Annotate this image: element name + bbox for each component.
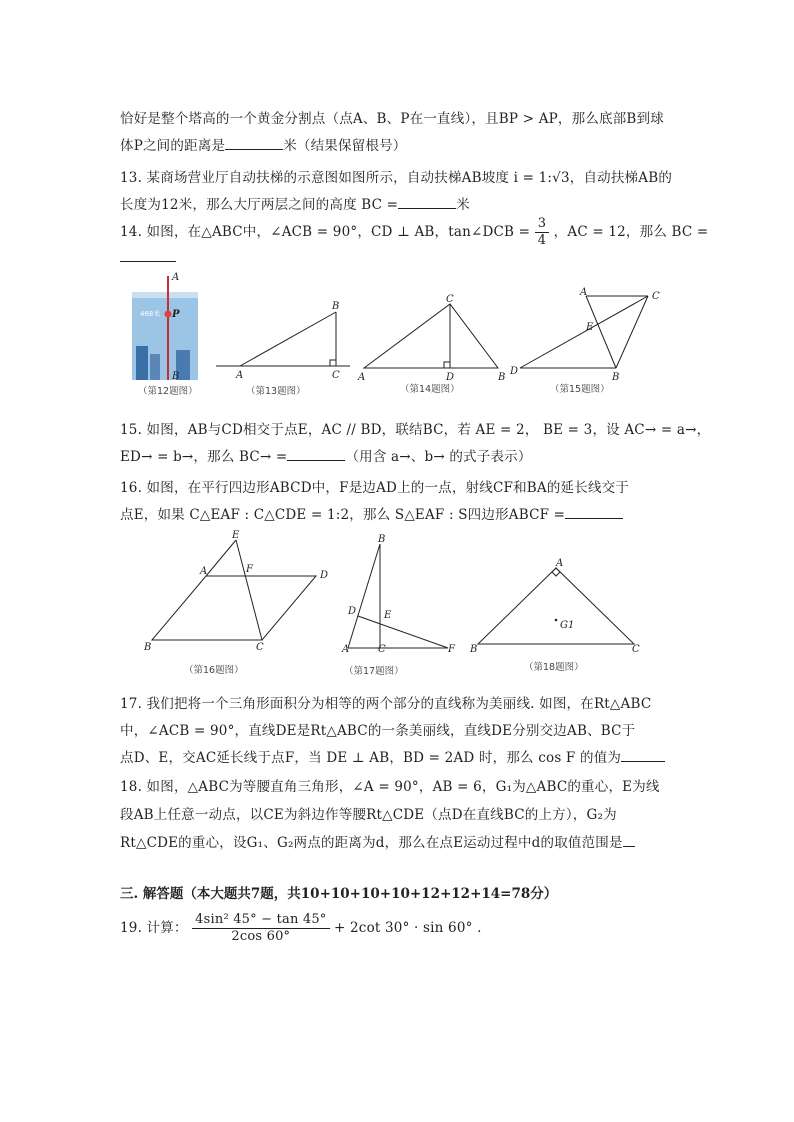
text-line-2	[120, 134, 407, 154]
fig13-caption: （第13题图）	[246, 386, 306, 397]
fig18-caption: （第18题图）	[524, 662, 584, 673]
q19-line	[120, 912, 482, 945]
fig15-segment-bc	[616, 296, 648, 368]
fig17-label-c: C	[378, 644, 386, 655]
fig17-label-e: E	[384, 610, 392, 621]
q16-line-1: 16. 如图，在平行四边形ABCD中，F是边AD上的一点，射线CF和BA的延长线交于	[120, 480, 630, 496]
fig15-caption: （第15题图）	[550, 384, 610, 395]
q17-line-3	[120, 746, 665, 766]
q19-numerator: 4sin² 45° − tan 45°	[192, 912, 329, 929]
fig14-right-angle	[444, 362, 450, 368]
q18-answer-blank[interactable]	[623, 834, 635, 847]
figure-14	[356, 292, 512, 396]
fig16-label-d: D	[320, 570, 329, 581]
fig16-label-f: F	[246, 564, 253, 575]
fig16-label-c: C	[256, 642, 264, 653]
figure-12	[128, 272, 200, 398]
fig16-label-e: E	[232, 530, 240, 541]
figure-18	[466, 556, 654, 680]
q16-line-2	[120, 503, 623, 523]
fig15-label-b: B	[612, 372, 620, 383]
q15-line-1: 15. 如图，AB与CD相交于点E，AC // BD，联结BC，若 AE = 2， BE = 3，设 AC→ = a→，	[120, 422, 711, 438]
fig16-label-a: A	[200, 566, 208, 577]
q14-fraction	[535, 216, 549, 249]
fig14-triangle-abc	[364, 304, 498, 368]
fig18-triangle-abc	[478, 568, 634, 644]
q19-rest: + 2cot 30° · sin 60° .	[334, 920, 482, 936]
fig13-label-b: B	[332, 301, 340, 312]
q17-line-1: 17. 我们把将一个三角形面积分为相等的两个部分的直线称为美丽线. 如图，在Rt△ABC	[120, 696, 652, 712]
q14-answer-blank[interactable]	[120, 261, 176, 262]
fig12-caption: （第12题图）	[138, 386, 198, 397]
fig14-label-c: C	[446, 294, 454, 305]
fig18-label-g1: G1	[560, 620, 575, 631]
q18-text: Rt△CDE的重心，设G₁、G₂两点的距离为d，那么在点E运动过程中d的取值范围是	[120, 835, 623, 851]
q14-line-1	[120, 216, 708, 249]
q19-label: 19. 计算：	[120, 920, 188, 936]
fig16-caption: （第16题图）	[184, 665, 244, 676]
fig14-caption: （第14题图）	[400, 384, 460, 395]
fig18-right-angle	[552, 568, 560, 576]
q14-text: 14. 如图，在△ABC中，∠ACB = 90°，CD ⊥ AB，tan∠DCB =	[120, 224, 531, 240]
fig13-label-a: A	[236, 370, 244, 381]
q15-text-end: （用含 a→、b→ 的式子表示）	[345, 449, 532, 465]
fig13-right-angle	[330, 360, 336, 366]
q16-text: 点E，如果 C△EAF : C△CDE = 1:2，那么 S△EAF : S四边形ABCF =	[120, 507, 566, 523]
q13-line-2	[120, 193, 470, 213]
figure-17	[338, 532, 466, 680]
q13-text: 长度为12米，那么大厅两层之间的高度 BC =	[120, 197, 399, 213]
section-heading: 三. 解答题（本大题共7题，共10+10+10+10+12+12+14=78分）	[120, 886, 558, 902]
fig17-label-f: F	[448, 644, 455, 655]
q19-denominator: 2cos 60°	[231, 929, 291, 944]
q15-line-2	[120, 445, 532, 465]
fig13-label-c: C	[332, 370, 340, 381]
fig16-label-b: B	[144, 642, 152, 653]
fig12-height-tag: 468米	[140, 310, 161, 318]
fig15-label-a: A	[580, 287, 588, 298]
fig16-parallelogram-abcd	[152, 576, 316, 640]
q12-answer-blank[interactable]	[225, 137, 283, 150]
q17-line-2: 中，∠ACB = 90°，直线DE是Rt△ABC的一条美丽线，直线DE分别交边AB、BC于	[120, 723, 636, 739]
q13-text-end: 米	[456, 197, 470, 213]
fig14-label-d: D	[446, 372, 455, 383]
fig15-label-e: E	[586, 322, 594, 333]
fig18-label-b: B	[470, 644, 478, 655]
fig17-line-df	[358, 616, 448, 648]
fig12-building-1	[136, 346, 148, 380]
fig15-segment-dc	[520, 296, 648, 368]
q15-answer-blank[interactable]	[287, 448, 345, 461]
q17-answer-blank[interactable]	[621, 749, 665, 762]
q16-answer-blank[interactable]	[565, 506, 623, 519]
fig12-sphere	[165, 311, 172, 318]
q17-text: 点D、E，交AC延长线于点F，当 DE ⊥ AB，BD = 2AD 时，那么 cos F 的值为	[120, 750, 622, 766]
figure-15	[508, 286, 674, 398]
fig12-label-b: B	[172, 371, 180, 382]
fig12-building-2	[150, 354, 160, 380]
fig12-cloud	[132, 292, 198, 298]
fig12-label-a: A	[172, 272, 180, 283]
fig17-caption: （第17题图）	[344, 666, 404, 677]
q12-text: 体P之间的距离是	[120, 138, 226, 154]
q12-text-end: 米（结果保留根号）	[283, 138, 407, 154]
q14-frac-den: 4	[537, 233, 547, 248]
fig14-label-a: A	[358, 372, 366, 383]
q14-frac-num: 3	[535, 216, 549, 233]
fig16-ray-ce	[236, 540, 262, 640]
figure-16	[140, 528, 336, 680]
fig12-label-p: P	[172, 309, 180, 320]
q15-text: ED→ = b→，那么 BC→ =	[120, 449, 288, 465]
q18-line-3	[120, 831, 635, 851]
fig15-label-c: C	[652, 291, 660, 302]
q14-text-end: ，AC = 12，那么 BC =	[553, 224, 709, 240]
fig18-label-c: C	[632, 644, 640, 655]
q19-fraction	[192, 912, 329, 945]
text-line-1: 恰好是整个塔高的一个黄金分割点（点A、B、P在一直线），且BP > AP，那么底部B到球	[120, 111, 664, 127]
q18-line-2: 段AB上任意一动点，以CE为斜边作等腰Rt△CDE（点D在直线BC的上方），G₂为	[120, 807, 617, 823]
fig18-centroid-dot	[555, 619, 558, 622]
q13-line-1: 13. 某商场营业厅自动扶梯的示意图如图所示，自动扶梯AB坡度 i = 1:√3，自动扶梯AB的	[120, 170, 673, 186]
fig17-label-b: B	[378, 534, 386, 545]
fig17-segment-ab	[348, 544, 380, 648]
fig16-extension-ae	[206, 540, 236, 576]
fig17-label-a: A	[342, 644, 350, 655]
fig14-label-b: B	[498, 372, 506, 383]
fig15-label-d: D	[510, 366, 519, 377]
q18-line-1: 18. 如图，△ABC为等腰直角三角形，∠A = 90°，AB = 6，G₁为△ABC的重心，E为线	[120, 779, 660, 795]
fig17-label-d: D	[348, 606, 357, 617]
q13-answer-blank[interactable]	[398, 196, 456, 209]
fig13-escalator-ab	[240, 312, 336, 366]
fig18-label-a: A	[556, 558, 564, 569]
figure-13	[210, 296, 358, 400]
